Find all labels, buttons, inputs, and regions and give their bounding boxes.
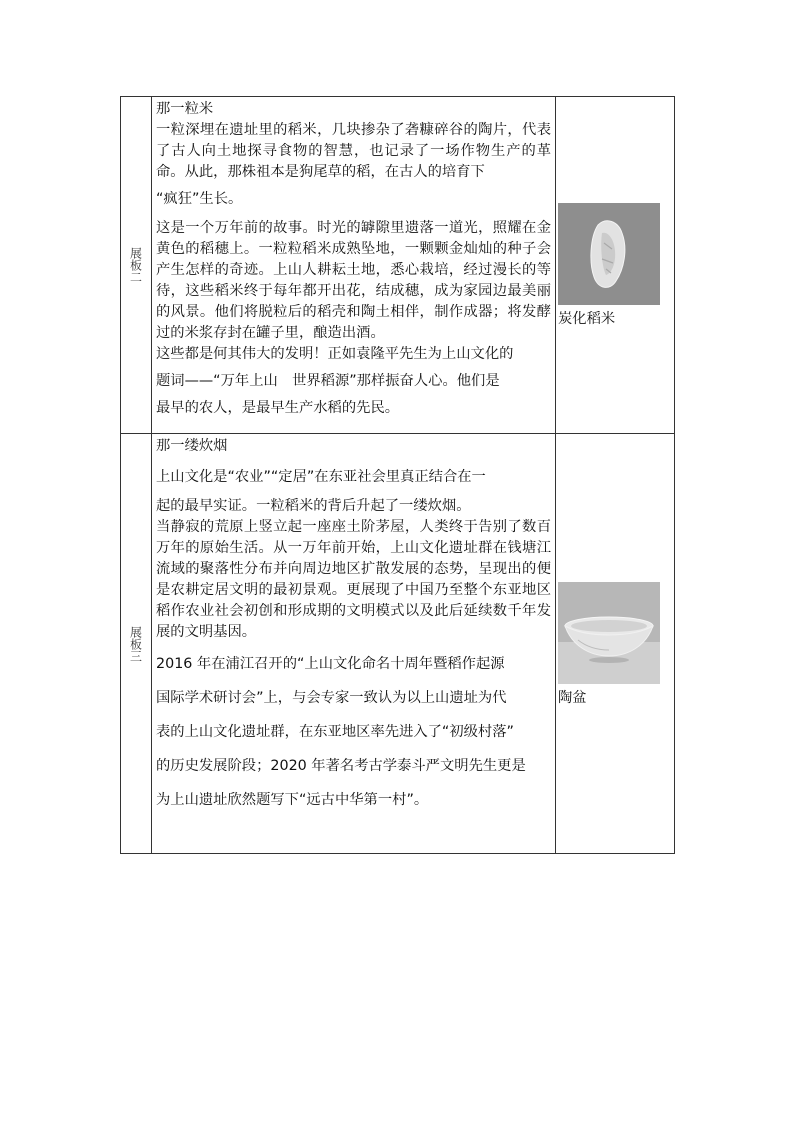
panel3-paragraph-3e: 为上山遗址欣然题写下“远古中华第一村”。 xyxy=(156,792,429,808)
panel3-label-cell xyxy=(121,434,152,854)
panel2-title: 那一粒米 xyxy=(156,101,214,117)
exhibit-table xyxy=(120,96,675,854)
panel2-text-cell xyxy=(152,97,556,434)
panel3-title: 那一缕炊烟 xyxy=(156,438,228,454)
panel2-image-cell xyxy=(556,97,675,434)
panel2-label: 展板二 xyxy=(128,247,143,283)
panel3-label: 展板三 xyxy=(128,625,143,662)
panel2-paragraph-3c: 最早的农人，是最早生产水稻的先民。 xyxy=(156,400,400,416)
panel3-paragraph-1: 上山文化是“农业”“定居”在东亚社会里真正结合在一 xyxy=(156,469,486,485)
panel3-paragraph-2: 当静寂的荒原上竖立起一座座土阶茅屋，人类终于告别了数百万年的原始生活。从一万年前开始，上山文化遗址群在钱塘江流域的聚落性分布并向周边地区扩散发展的态势，呈现出的便是农耕定居文明的最初景观。更展现了中国乃至整个东亚地区稻作农业社会初创和形成期的文明模式以及此后延续数千年发展的文明基因。 xyxy=(156,519,551,640)
panel2-paragraph-3: 这些都是何其伟大的发明！正如袁隆平先生为上山文化的 xyxy=(156,346,514,362)
panel3-paragraph-3c: 表的上山文化遗址群，在东亚地区率先进入了“初级村落” xyxy=(156,724,514,740)
panel3-paragraph-3d: 的历史发展阶段；2020 年著名考古学泰斗严文明先生更是 xyxy=(156,758,526,774)
panel3-paragraph-1b: 起的最早实证。一粒稻米的背后升起了一缕炊烟。 xyxy=(156,498,471,514)
panel3-row xyxy=(121,434,675,854)
pottery-basin-caption: 陶盆 xyxy=(558,690,587,706)
panel2-paragraph-2: 这是一个万年前的故事。时光的罅隙里遗落一道光，照耀在金黄色的稻穗上。一粒粒稻米成熟坠地，一颗颗金灿灿的种子会产生怎样的奇迹。上山人耕耘土地，悉心栽培，经过漫长的等待，这些稻米终于每年都开出花，结成穗，成为家园边最美丽的风景。他们将脱粒后的稻壳和陶土相伴，制作成器；将发酵过的米浆存封在罐子里，酿造出酒。 xyxy=(156,220,551,341)
panel3-image-cell xyxy=(556,434,675,854)
carbonized-rice-caption: 炭化稻米 xyxy=(558,311,616,327)
panel2-label-cell xyxy=(121,97,152,434)
panel3-text-cell xyxy=(152,434,556,854)
panel2-paragraph-3b: 题词——“万年上山 世界稻源”那样振奋人心。他们是 xyxy=(156,373,500,389)
panel3-paragraph-3a: 2016 年在浦江召开的“上山文化命名十周年暨稻作起源 xyxy=(156,656,505,672)
panel2-paragraph-1: 一粒深埋在遗址里的稻米，几块掺杂了砻糠碎谷的陶片，代表了古人向土地探寻食物的智慧，也记录了一场作物生产的革命。从此，那株祖本是狗尾草的稻，在古人的培育下 xyxy=(156,122,551,180)
pottery-basin-image xyxy=(558,582,660,684)
panel2-row xyxy=(121,97,675,434)
panel3-paragraph-3b: 国际学术研讨会”上，与会专家一致认为以上山遗址为代 xyxy=(156,690,507,706)
panel2-paragraph-1b: “疯狂”生长。 xyxy=(156,191,243,207)
carbonized-rice-image xyxy=(558,203,660,305)
